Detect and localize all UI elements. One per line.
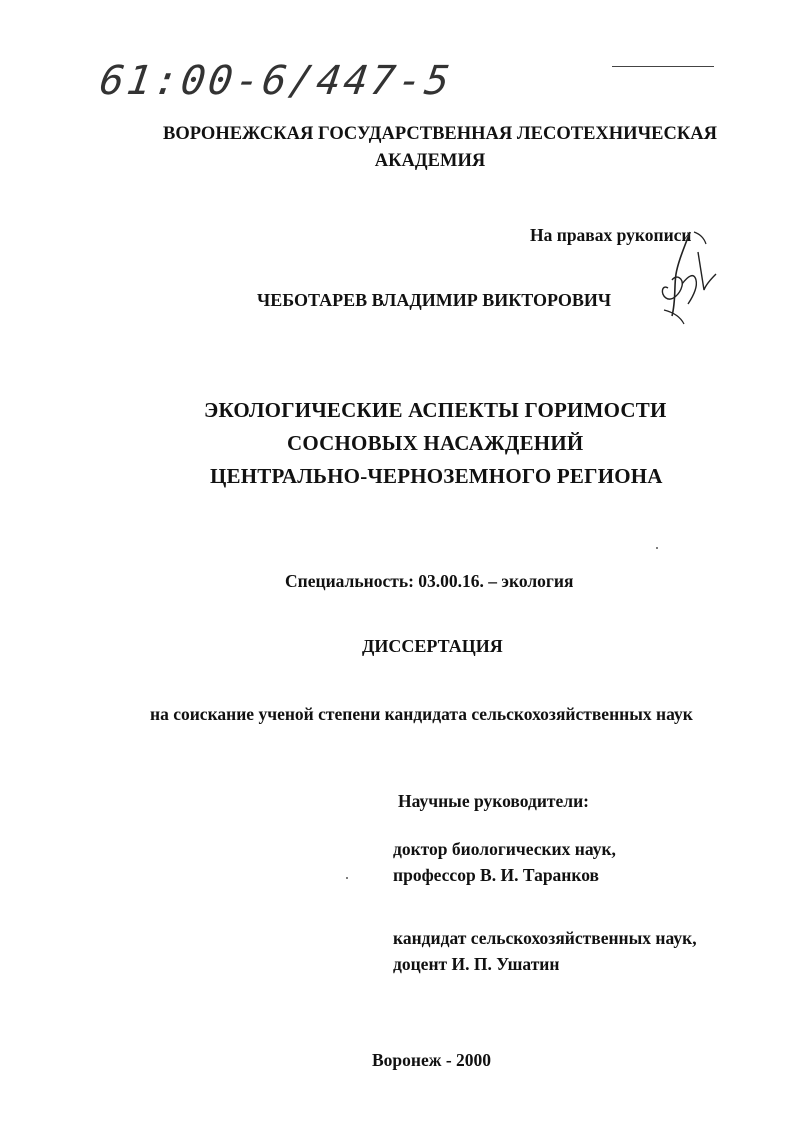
- document-type: ДИССЕРТАЦИЯ: [362, 636, 503, 656]
- supervisors-heading: Научные руководители:: [398, 791, 590, 811]
- supervisor-2-degree: кандидат сельскохозяйственных наук,: [393, 928, 697, 948]
- supervisor-1-degree: доктор биологических наук,: [393, 839, 616, 859]
- signature-icon: [654, 228, 726, 330]
- title-line-2: СОСНОВЫХ НАСАЖДЕНИЙ: [287, 431, 584, 455]
- supervisor-2-name: доцент И. П. Ушатин: [393, 954, 560, 974]
- institution-line-2: АКАДЕМИЯ: [374, 151, 486, 171]
- top-rule: [612, 66, 714, 67]
- place-year: Воронеж - 2000: [372, 1050, 492, 1070]
- title-line-1: ЭКОЛОГИЧЕСКИЕ АСПЕКТЫ ГОРИМОСТИ: [204, 398, 667, 422]
- manuscript-rights: На правах рукописи: [530, 225, 692, 245]
- institution-line-1: ВОРОНЕЖСКАЯ ГОСУДАРСТВЕННАЯ ЛЕСОТЕХНИЧЕСКАЯ: [163, 124, 717, 144]
- supervisor-1-name: профессор В. И. Таранков: [393, 865, 600, 885]
- author-name: ЧЕБОТАРЕВ ВЛАДИМИР ВИКТОРОВИЧ: [257, 290, 612, 310]
- degree-line: на соискание ученой степени кандидата сельскохозяйственных наук: [150, 704, 693, 724]
- scan-speck: [346, 877, 348, 879]
- archive-code: 61:00-6/447-5: [96, 58, 456, 104]
- specialty: Специальность: 03.00.16. – экология: [285, 571, 574, 591]
- title-line-3: ЦЕНТРАЛЬНО-ЧЕРНОЗЕМНОГО РЕГИОНА: [210, 464, 663, 488]
- scan-speck: [656, 547, 658, 549]
